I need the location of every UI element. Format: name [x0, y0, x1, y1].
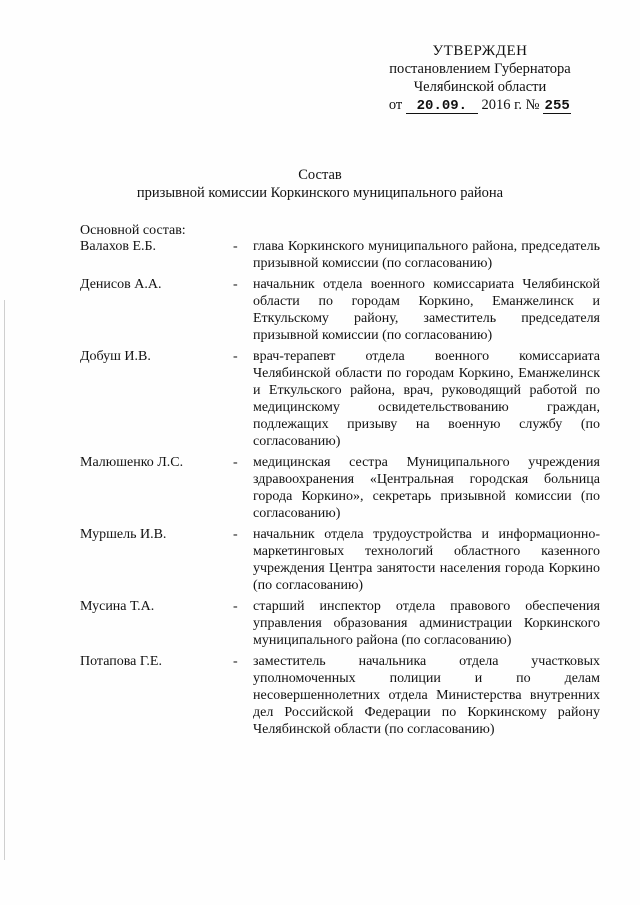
approval-block — [360, 42, 600, 114]
member-name: Валахов Е.Б. — [80, 239, 157, 254]
member-role: заместитель начальника отдела участковых уполномоченных полиции и по делам несовершеннолетних отдела Министерства внутренних дел Российской Федерации по Коркинскому району Челябинской области (по согласованию) — [253, 654, 600, 737]
member-dash: - — [233, 349, 238, 364]
member-row — [80, 598, 600, 649]
approval-line-2: Челябинской области — [413, 79, 547, 95]
member-name: Муршель И.В. — [80, 527, 167, 542]
member-row — [80, 348, 600, 450]
title-line-2: призывной комиссии Коркинского муниципального района — [136, 185, 504, 201]
member-dash: - — [233, 239, 238, 254]
handwritten-number: 255 — [544, 98, 570, 114]
member-row — [80, 653, 600, 738]
member-dash: - — [233, 654, 238, 669]
scan-edge — [4, 300, 5, 860]
member-row — [80, 454, 600, 522]
member-dash: - — [233, 599, 238, 614]
member-name: Потапова Г.Е. — [80, 654, 162, 669]
handwritten-date: 20.09. — [406, 99, 478, 114]
member-row — [80, 526, 600, 594]
approval-date-line — [360, 96, 600, 114]
date-prefix: от — [388, 97, 403, 113]
approval-line-1: постановлением Губернатора — [389, 61, 571, 77]
members-list — [80, 238, 600, 742]
title-line-1: Состав — [298, 167, 342, 183]
member-dash: - — [233, 527, 238, 542]
member-row — [80, 238, 600, 272]
member-role: глава Коркинского муниципального района, председатель призывной комиссии (по согласованию) — [253, 239, 600, 271]
member-role: врач-терапевт отдела военного комиссариата Челябинской области по городам Коркино, Еманжелинск и Еткульского района, врач, руководящий работой по медицинскому освидетельствованию граждан, подлежащих призыву на военную службу (по согласованию) — [253, 349, 600, 449]
year-text: 2016 г. № — [481, 97, 540, 113]
member-role: начальник отдела военного комиссариата Челябинской области по городам Коркино, Еманжелинск и Еткульскому району, заместитель председателя призывной комиссии (по согласованию) — [253, 277, 600, 343]
member-name: Малюшенко Л.С. — [80, 455, 184, 470]
document-title — [100, 166, 540, 202]
member-name: Мусина Т.А. — [80, 599, 155, 614]
member-name: Денисов А.А. — [80, 277, 162, 292]
member-role: медицинская сестра Муниципального учреждения здравоохранения «Центральная городская больница города Коркино», секретарь призывной комиссии (по согласованию) — [253, 455, 600, 521]
member-role: старший инспектор отдела правового обеспечения управления образования администрации Коркинского муниципального района (по согласованию) — [253, 599, 600, 648]
member-name: Добуш И.В. — [80, 349, 151, 364]
approved-heading: УТВЕРЖДЕН — [432, 43, 528, 59]
member-dash: - — [233, 277, 238, 292]
member-role: начальник отдела трудоустройства и информационно-маркетинговых технологий областного казенного учреждения Центра занятости населения города Коркино (по согласованию) — [253, 527, 600, 593]
section-label: Основной состав: — [80, 223, 186, 238]
member-row — [80, 276, 600, 344]
member-dash: - — [233, 455, 238, 470]
